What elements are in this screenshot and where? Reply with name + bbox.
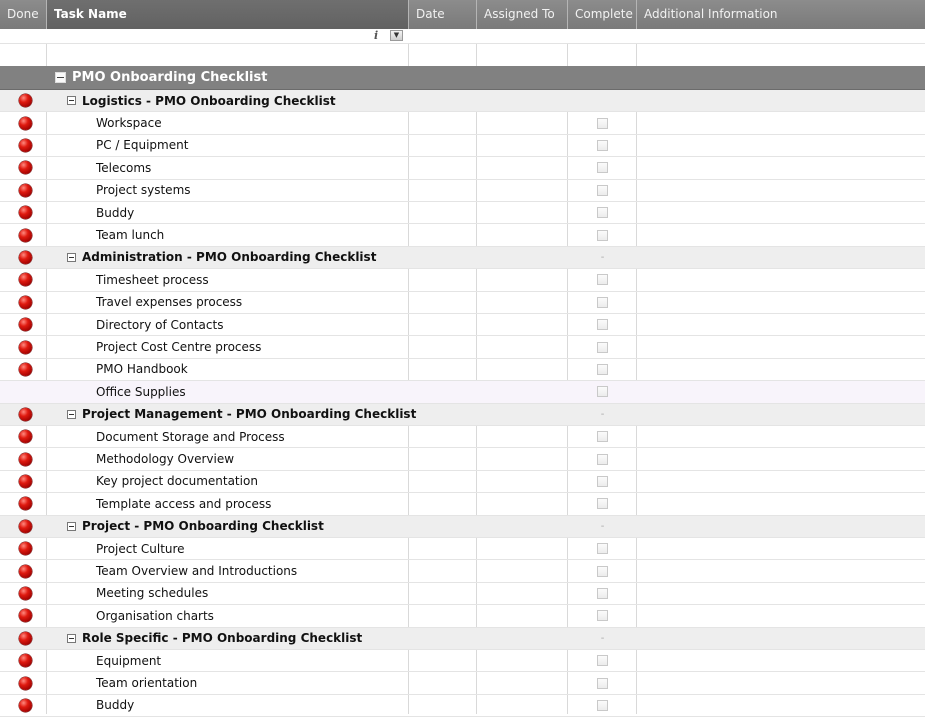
complete-checkbox[interactable]: [597, 230, 608, 241]
task-label: Travel expenses process: [96, 295, 243, 310]
task-label: PC / Equipment: [96, 138, 189, 153]
task-label: Directory of Contacts: [96, 317, 224, 332]
task-name-cell[interactable]: [96, 672, 197, 693]
done-cell[interactable]: [0, 672, 47, 693]
done-cell[interactable]: [0, 202, 47, 223]
done-cell[interactable]: [0, 695, 47, 716]
group-row[interactable]: [0, 628, 925, 650]
task-row[interactable]: [0, 471, 925, 493]
complete-cell[interactable]: [568, 180, 637, 201]
status-dot-icon: [19, 632, 32, 645]
done-cell[interactable]: [0, 583, 47, 604]
complete-placeholder: -: [600, 520, 605, 532]
complete-cell[interactable]: [568, 359, 637, 380]
collapse-icon[interactable]: [67, 253, 76, 262]
task-label: Workspace: [96, 116, 162, 131]
top-group-label: PMO Onboarding Checklist: [72, 70, 268, 85]
complete-checkbox[interactable]: [597, 655, 608, 666]
task-row[interactable]: [0, 336, 925, 358]
task-name-cell[interactable]: [96, 112, 162, 133]
task-row[interactable]: [0, 359, 925, 381]
status-dot-icon: [19, 184, 32, 197]
complete-cell[interactable]: [568, 202, 637, 223]
status-dot-icon: [19, 117, 32, 130]
complete-checkbox[interactable]: [597, 566, 608, 577]
task-row[interactable]: [0, 605, 925, 627]
complete-cell[interactable]: [568, 426, 637, 447]
complete-cell[interactable]: [568, 381, 637, 402]
task-name-cell[interactable]: [96, 381, 186, 402]
task-name-cell[interactable]: [96, 426, 285, 447]
done-cell[interactable]: [0, 292, 47, 313]
status-dot-icon: [19, 542, 32, 555]
task-label: Template access and process: [96, 496, 272, 511]
status-dot-icon: [19, 408, 32, 421]
task-name-cell[interactable]: [96, 202, 134, 223]
task-label: Document Storage and Process: [96, 429, 285, 444]
status-dot-icon: [19, 587, 32, 600]
complete-checkbox[interactable]: [597, 498, 608, 509]
group-label: Project - PMO Onboarding Checklist: [82, 519, 324, 534]
task-label: Key project documentation: [96, 474, 258, 489]
task-row[interactable]: [0, 538, 925, 560]
complete-checkbox[interactable]: [597, 588, 608, 599]
task-name-cell[interactable]: [96, 583, 208, 604]
status-dot-icon: [19, 609, 32, 622]
task-label: Methodology Overview: [96, 452, 235, 467]
complete-cell[interactable]: [568, 650, 637, 671]
complete-checkbox[interactable]: [597, 454, 608, 465]
task-name-cell[interactable]: [96, 538, 185, 559]
info-icon[interactable]: i: [374, 29, 379, 42]
status-dot-icon: [19, 318, 32, 331]
complete-cell[interactable]: [568, 493, 637, 514]
status-dot-icon: [19, 565, 32, 578]
complete-cell[interactable]: [568, 538, 637, 559]
task-row[interactable]: [0, 135, 925, 157]
task-name-cell[interactable]: [96, 292, 242, 313]
group-row[interactable]: [0, 247, 925, 269]
task-label: Telecoms: [96, 160, 152, 175]
task-name-cell[interactable]: [96, 650, 161, 671]
complete-cell[interactable]: [568, 269, 637, 290]
complete-cell[interactable]: [568, 224, 637, 245]
complete-cell[interactable]: [568, 336, 637, 357]
collapse-icon[interactable]: [67, 96, 76, 105]
header-task-name[interactable]: Task Name: [47, 0, 409, 29]
complete-checkbox[interactable]: [597, 140, 608, 151]
complete-placeholder: -: [600, 632, 605, 644]
complete-checkbox[interactable]: [597, 162, 608, 173]
done-cell[interactable]: [0, 538, 47, 559]
task-name-cell[interactable]: [67, 247, 376, 268]
complete-cell[interactable]: [568, 583, 637, 604]
complete-checkbox[interactable]: [597, 476, 608, 487]
dropdown-arrow-icon[interactable]: ▼: [390, 30, 403, 41]
complete-checkbox[interactable]: [597, 342, 608, 353]
complete-cell: [568, 404, 637, 425]
status-dot-icon: [19, 453, 32, 466]
task-label: Organisation charts: [96, 608, 214, 623]
task-label: Buddy: [96, 205, 135, 220]
column-header-bar: [0, 0, 925, 29]
header-complete[interactable]: Complete: [568, 0, 637, 29]
done-cell[interactable]: [0, 471, 47, 492]
task-name-cell[interactable]: [96, 359, 188, 380]
status-dot-icon: [19, 654, 32, 667]
complete-checkbox[interactable]: [597, 700, 608, 711]
task-name-cell[interactable]: [96, 314, 223, 335]
task-name-cell[interactable]: [67, 628, 362, 649]
done-cell[interactable]: [0, 381, 47, 402]
group-label: Logistics - PMO Onboarding Checklist: [82, 93, 336, 108]
complete-cell: [568, 247, 637, 268]
complete-checkbox[interactable]: [597, 319, 608, 330]
complete-checkbox[interactable]: [597, 610, 608, 621]
collapse-icon[interactable]: [67, 634, 76, 643]
complete-cell[interactable]: [568, 471, 637, 492]
complete-checkbox[interactable]: [597, 274, 608, 285]
top-group-cell: [55, 66, 267, 89]
done-cell[interactable]: [0, 112, 47, 133]
status-dot-icon: [19, 699, 32, 712]
complete-cell[interactable]: [568, 605, 637, 626]
done-cell[interactable]: [0, 448, 47, 469]
status-dot-icon: [19, 430, 32, 443]
complete-checkbox[interactable]: [597, 678, 608, 689]
task-label: Buddy: [96, 698, 135, 713]
done-cell[interactable]: [0, 180, 47, 201]
task-label: Team Overview and Introductions: [96, 564, 298, 579]
task-row[interactable]: [0, 157, 925, 179]
task-row[interactable]: [0, 180, 925, 202]
status-dot-icon: [19, 520, 32, 533]
status-dot-icon: [19, 296, 32, 309]
done-cell[interactable]: [0, 650, 47, 671]
task-label: Project systems: [96, 183, 191, 198]
header-additional-information[interactable]: Additional Information: [644, 7, 778, 21]
task-name-cell[interactable]: [96, 180, 191, 201]
task-row[interactable]: [0, 448, 925, 470]
task-row[interactable]: [0, 381, 925, 403]
task-name-cell[interactable]: [96, 224, 164, 245]
group-label: Project Management - PMO Onboarding Checklist: [82, 407, 417, 422]
complete-checkbox[interactable]: [597, 364, 608, 375]
status-dot-icon: [19, 497, 32, 510]
complete-checkbox[interactable]: [597, 386, 608, 397]
task-name-cell[interactable]: [96, 135, 188, 156]
task-row[interactable]: [0, 224, 925, 246]
complete-cell[interactable]: [568, 448, 637, 469]
done-cell[interactable]: [0, 426, 47, 447]
task-label: Office Supplies: [96, 384, 186, 399]
task-name-cell[interactable]: [96, 448, 234, 469]
complete-cell[interactable]: [568, 135, 637, 156]
complete-checkbox[interactable]: [597, 207, 608, 218]
complete-cell[interactable]: [568, 157, 637, 178]
header-assigned-to[interactable]: Assigned To: [477, 0, 568, 29]
complete-cell: [568, 516, 637, 537]
filter-row: [0, 29, 925, 44]
task-row[interactable]: [0, 314, 925, 336]
collapse-icon[interactable]: [67, 522, 76, 531]
done-cell[interactable]: [0, 135, 47, 156]
task-row[interactable]: [0, 672, 925, 694]
group-row[interactable]: [0, 404, 925, 426]
task-row[interactable]: [0, 650, 925, 672]
task-name-cell[interactable]: [67, 90, 336, 111]
task-name-cell[interactable]: [96, 560, 297, 581]
task-name-cell[interactable]: [96, 157, 151, 178]
complete-cell[interactable]: [568, 695, 637, 716]
group-label: Role Specific - PMO Onboarding Checklist: [82, 631, 363, 646]
task-name-cell[interactable]: [96, 471, 258, 492]
done-cell[interactable]: [0, 605, 47, 626]
group-row[interactable]: [0, 516, 925, 538]
complete-cell[interactable]: [568, 292, 637, 313]
header-date[interactable]: Date: [409, 0, 477, 29]
task-name-cell[interactable]: [67, 516, 324, 537]
task-label: Project Cost Centre process: [96, 340, 262, 355]
complete-cell[interactable]: [568, 672, 637, 693]
status-dot-icon: [19, 341, 32, 354]
group-row[interactable]: [0, 90, 925, 112]
task-row[interactable]: [0, 269, 925, 291]
task-name-cell[interactable]: [96, 493, 271, 514]
task-row[interactable]: [0, 292, 925, 314]
complete-checkbox[interactable]: [597, 431, 608, 442]
task-label: Timesheet process: [96, 272, 209, 287]
collapse-icon[interactable]: [67, 410, 76, 419]
status-dot-icon: [19, 273, 32, 286]
complete-placeholder: -: [600, 251, 605, 263]
collapse-icon[interactable]: [55, 72, 66, 83]
done-cell[interactable]: [0, 493, 47, 514]
status-dot-icon: [19, 139, 32, 152]
status-dot-icon: [19, 161, 32, 174]
status-dot-icon: [19, 229, 32, 242]
done-cell[interactable]: [0, 560, 47, 581]
complete-placeholder: -: [600, 408, 605, 420]
status-dot-icon: [19, 677, 32, 690]
task-label: PMO Handbook: [96, 362, 188, 377]
done-cell[interactable]: [0, 628, 47, 649]
task-label: Team lunch: [96, 228, 165, 243]
task-row[interactable]: [0, 112, 925, 134]
done-cell[interactable]: [0, 157, 47, 178]
complete-checkbox[interactable]: [597, 185, 608, 196]
status-dot-icon: [19, 251, 32, 264]
task-name-cell[interactable]: [96, 336, 261, 357]
done-cell[interactable]: [0, 404, 47, 425]
task-label: Equipment: [96, 653, 162, 668]
status-dot-icon: [19, 475, 32, 488]
task-name-cell[interactable]: [67, 404, 416, 425]
task-row[interactable]: [0, 202, 925, 224]
complete-cell[interactable]: [568, 560, 637, 581]
header-done[interactable]: Done: [0, 0, 47, 29]
complete-checkbox[interactable]: [597, 543, 608, 554]
task-name-cell[interactable]: [96, 605, 214, 626]
complete-cell[interactable]: [568, 112, 637, 133]
task-name-cell[interactable]: [96, 269, 209, 290]
task-row[interactable]: [0, 426, 925, 448]
complete-checkbox[interactable]: [597, 297, 608, 308]
task-row[interactable]: [0, 560, 925, 582]
task-label: Meeting schedules: [96, 586, 209, 601]
task-label: Team orientation: [96, 676, 198, 691]
task-label: Project Culture: [96, 541, 185, 556]
done-cell[interactable]: [0, 314, 47, 335]
status-dot-icon: [19, 94, 32, 107]
done-cell[interactable]: [0, 247, 47, 268]
done-cell[interactable]: [0, 90, 47, 111]
task-name-cell[interactable]: [96, 695, 134, 716]
done-cell[interactable]: [0, 516, 47, 537]
group-label: Administration - PMO Onboarding Checklist: [82, 250, 377, 265]
complete-checkbox[interactable]: [597, 118, 608, 129]
status-dot-icon: [19, 206, 32, 219]
done-cell[interactable]: [0, 224, 47, 245]
complete-cell: [568, 628, 637, 649]
top-group-row[interactable]: [0, 66, 925, 90]
done-cell[interactable]: [0, 269, 47, 290]
complete-cell: [568, 90, 637, 111]
status-dot-icon: [19, 363, 32, 376]
task-row[interactable]: [0, 583, 925, 605]
done-cell[interactable]: [0, 336, 47, 357]
done-cell[interactable]: [0, 359, 47, 380]
complete-cell[interactable]: [568, 314, 637, 335]
task-row[interactable]: [0, 493, 925, 515]
